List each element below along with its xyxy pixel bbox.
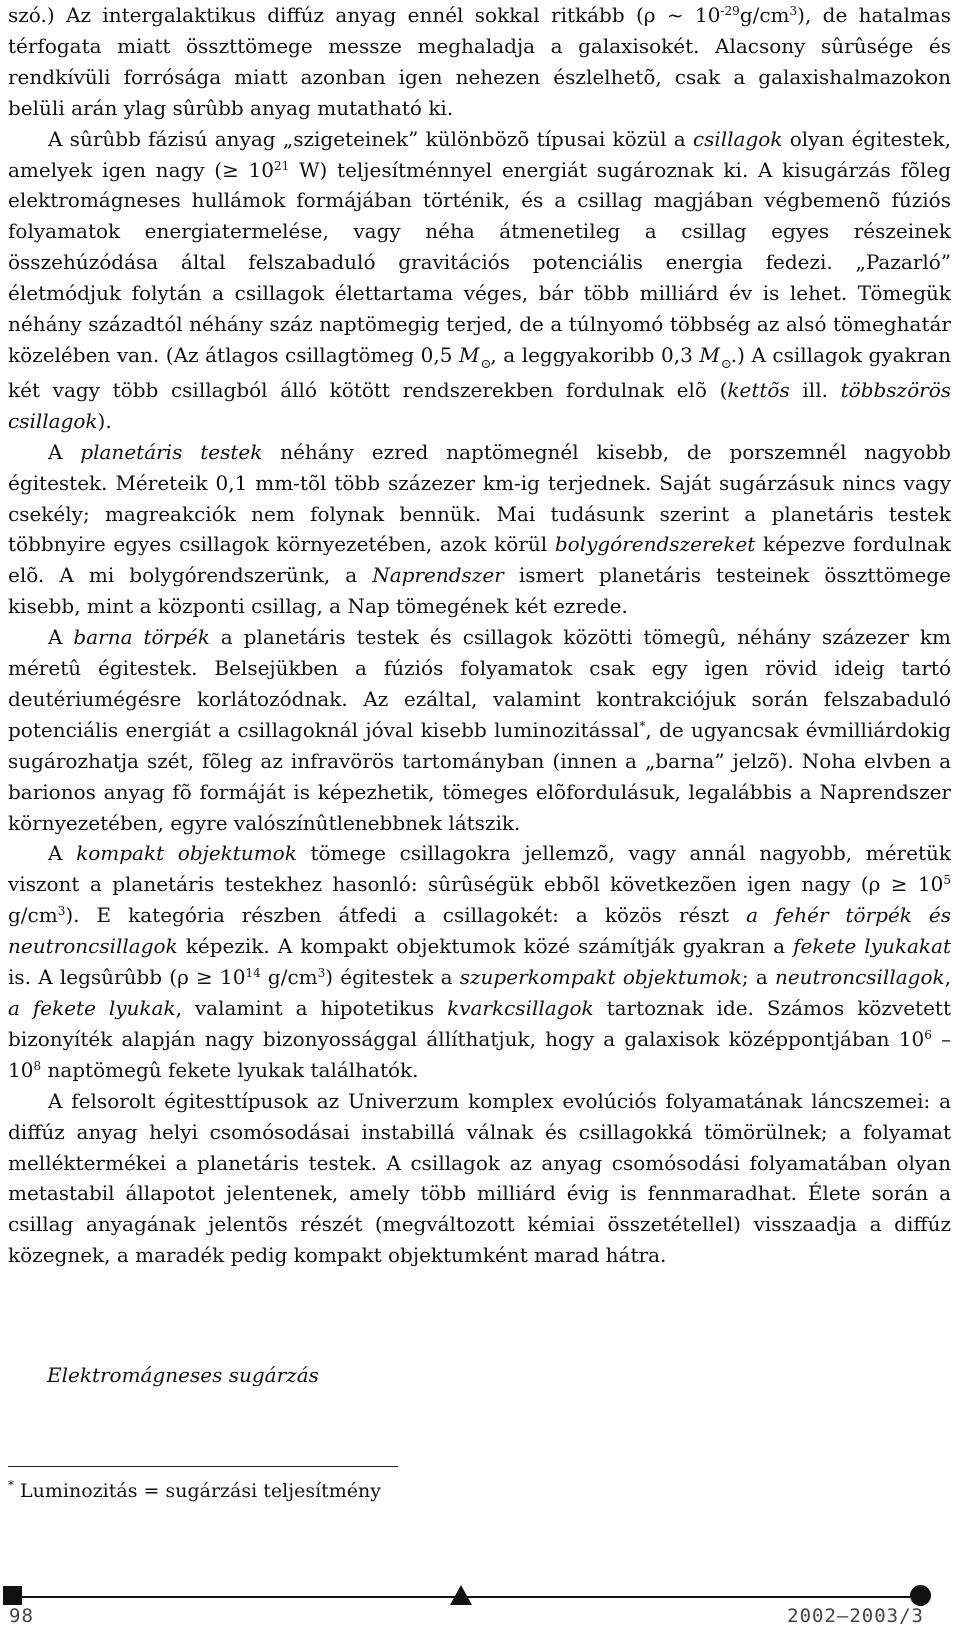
issue-number: 2002–2003/3 bbox=[787, 1605, 924, 1627]
superscript: -29 bbox=[720, 4, 740, 18]
footnote-text: Luminozitás = sugárzási teljesítmény bbox=[20, 1480, 382, 1502]
text-run: ill. bbox=[789, 377, 841, 402]
italic-term: neutroncsillagok bbox=[774, 965, 945, 990]
square-marker-icon bbox=[3, 1586, 22, 1605]
solar-mass-symbol: $M_⊙$ bbox=[699, 342, 732, 372]
text-run: , bbox=[944, 965, 951, 990]
text-run: A bbox=[48, 841, 77, 866]
superscript: 8 bbox=[33, 1058, 42, 1073]
text-run: ~ 10 bbox=[666, 3, 721, 27]
italic-term: fekete lyukakat bbox=[793, 934, 951, 959]
superscript: 3 bbox=[789, 4, 798, 18]
text-run: g/cm bbox=[260, 965, 318, 990]
footnote-marker: * bbox=[8, 1478, 14, 1492]
superscript: * bbox=[639, 718, 646, 733]
text-run: .) A csillagok gyakran két vagy több csillagból álló kötött rendszerekben fordulnak elõ ( bbox=[8, 342, 951, 402]
italic-term: kompakt objektumok bbox=[76, 841, 297, 866]
text-run: W) teljesítménnyel energiát sugároznak ki. A kisugárzás fõleg elektromágneses hullámok formájában történik, és a csillag magjában végbemenõ fúziós folyamatok energiatermelése, vagy néha átmenetileg a csillag egyes részeinek összehúzódása által felszabaduló gravitációs potenciális energia fedezi. „Pazarló” életmódjuk folytán a csillagok élettartama véges, bár több milliárd év is lehet. Tömegük néhány századtól néhány száz naptömegig terjed, de a túlnyomó többség az alsó tömeghatár közelében van. (Az átlagos csillagtömeg 0,5 bbox=[8, 157, 951, 367]
text-run: olyan égitestek, amelyek igen nagy (≥ 10 bbox=[8, 126, 951, 182]
italic-term: csillagok bbox=[692, 126, 783, 151]
circle-marker-icon bbox=[910, 1585, 931, 1606]
document-page bbox=[8, 0, 951, 1271]
text-run: ) égitestek a bbox=[325, 965, 460, 990]
text-run: ), de hatalmas térfogata miatt összttömege messze meghaladja a galaxisokét. Alacsony sûrûsége és rendkívüli forrósága miatt azonban igen nehezen észlelhetõ, csak a galaxishalmazokon belüli arán ylag sûrûbb anyag mutatható ki. bbox=[8, 3, 951, 120]
text-run: a planetáris testek és csillagok közötti tömegû, néhány százezer km méretû égitestek. Belsejükben a fúziós folyamatok csak egy igen rövid ideig tartó deutériumégésre korlátozódnak. Az ezáltal, valamint kontrakciójuk során felszabaduló potenciális energiát a csillagoknál jóval kisebb luminozitással bbox=[8, 625, 951, 742]
text-run: g/cm bbox=[8, 903, 58, 928]
text-run: ). E kategória részben átfedi a csillagokét: a közös részt bbox=[65, 903, 747, 928]
text-run: képezve fordulnak elõ. A mi bolygórendszerünk, a bbox=[8, 532, 951, 588]
italic-term: a fehér törpék és neutroncsillagok bbox=[8, 903, 952, 959]
superscript: 21 bbox=[274, 158, 290, 173]
text-run: is. A legsûrûbb (ρ ≥ 10 bbox=[8, 965, 246, 990]
italic-term: barna törpék bbox=[73, 625, 210, 650]
text-run: , a leggyakoribb 0,3 bbox=[490, 342, 700, 367]
italic-term: Naprendszer bbox=[372, 563, 504, 588]
text-run: A felsorolt égitesttípusok az Univerzum komplex evolúciós folyamatának láncszemei: a diffúz anyag helyi csomósodásai instabillá válnak és csillagokká tömörülnek; a folyamat melléktermékei a planetáris testek. A csillagok az anyag csomósodási folyamatában olyan metastabil állapotot jelentenek, amely több milliárd évig is fennmaradhat. Élete során a csillag anyagának jelentõs részét (megváltozott kémiai összetétellel) visszaadja a diffúz közegnek, a maradék pedig kompakt objektumként marad hátra. bbox=[8, 1088, 951, 1268]
superscript: 3 bbox=[317, 966, 326, 981]
paragraph-planetary-bodies bbox=[8, 437, 951, 622]
section-heading: Elektromágneses sugárzás bbox=[47, 1363, 319, 1387]
sun-symbol-icon: ⊙ bbox=[720, 356, 732, 372]
text-run: naptömegû fekete lyukak találhatók. bbox=[41, 1057, 419, 1082]
solar-mass-symbol: $M_⊙$ bbox=[458, 342, 492, 372]
text-run: A bbox=[48, 625, 74, 650]
text-run: szó.) Az intergalaktikus diffúz anyag ennél sokkal ritkább (ρ bbox=[8, 3, 667, 27]
superscript: 6 bbox=[924, 1027, 932, 1042]
italic-term: kvarkcsillagok bbox=[447, 996, 594, 1020]
italic-term: bolygórendszereket bbox=[554, 532, 756, 557]
triangle-marker-icon bbox=[450, 1585, 472, 1605]
text-run: g/cm bbox=[739, 3, 790, 27]
italic-term: kettõs bbox=[727, 377, 790, 402]
text-run: ). bbox=[97, 408, 112, 433]
text-run: , valamint a hipotetikus bbox=[175, 996, 448, 1020]
sun-symbol-icon: ⊙ bbox=[480, 356, 492, 372]
text-run: –10 bbox=[8, 1026, 952, 1082]
italic-term: a fekete lyukak bbox=[8, 996, 176, 1020]
paragraph-brown-dwarfs bbox=[8, 622, 951, 838]
footnote bbox=[8, 1480, 381, 1502]
italic-term: többszörös csillagok bbox=[8, 377, 951, 433]
paragraph-evolution bbox=[8, 1086, 951, 1271]
paragraph-compact-objects bbox=[8, 838, 951, 1085]
text-run: A bbox=[48, 439, 81, 464]
italic-term: szuperkompakt objektumok bbox=[459, 965, 742, 990]
page-number: 98 bbox=[9, 1605, 34, 1627]
text-run: A sûrûbb fázisú anyag „szigeteinek” különbözõ típusai közül a bbox=[48, 126, 693, 151]
text-run: néhány ezred naptömegnél kisebb, de porszemnél nagyobb égitestek. Méreteik 0,1 mm-tõl több százezer km-ig terjednek. Saját sugárzásuk nincs vagy csekély; magreakciók nem folynak bennük. Mai tudásunk szerint a planetáris testek többnyire egyes csillagok környezetében, azok körül bbox=[8, 439, 951, 557]
italic-term: planetáris testek bbox=[80, 439, 263, 464]
text-run: tartoznak ide. Számos közvetett bizonyíték alapján nagy bizonyossággal állíthatjuk, hogy a galaxisok középpontjában 10 bbox=[8, 996, 951, 1051]
text-run: , de ugyancsak évmilliárdokig sugározhatja szét, fõleg az infravörös tartományban (innen a „barna” jelzõ). Noha elvben a barionos anyag fõ formáját is képezhetik, tömeges elõfordulásuk, legalábbis a Naprendszer környezetében, egyre valószínûtlenebbnek látszik. bbox=[8, 717, 951, 835]
superscript: 5 bbox=[943, 873, 951, 888]
text-run: tömege csillagokra jellemzõ, vagy annál nagyobb, méretük viszont a planetáris testekhez hasonló: sûrûségük ebbõl következõen igen nagy (ρ ≥ 10 bbox=[8, 841, 951, 897]
text-run: ismert planetáris testeinek összttömege kisebb, mint a központi csillag, a Nap tömegének két ezrede. bbox=[8, 563, 951, 619]
superscript: 14 bbox=[245, 966, 261, 981]
text-run: ; a bbox=[741, 965, 775, 990]
text-run: képezik. A kompakt objektumok közé számítják gyakran a bbox=[177, 934, 794, 959]
paragraph-stars bbox=[8, 124, 951, 437]
superscript: 3 bbox=[57, 904, 66, 919]
footnote-divider bbox=[8, 1466, 398, 1467]
paragraph-diffuse-matter bbox=[8, 0, 951, 124]
